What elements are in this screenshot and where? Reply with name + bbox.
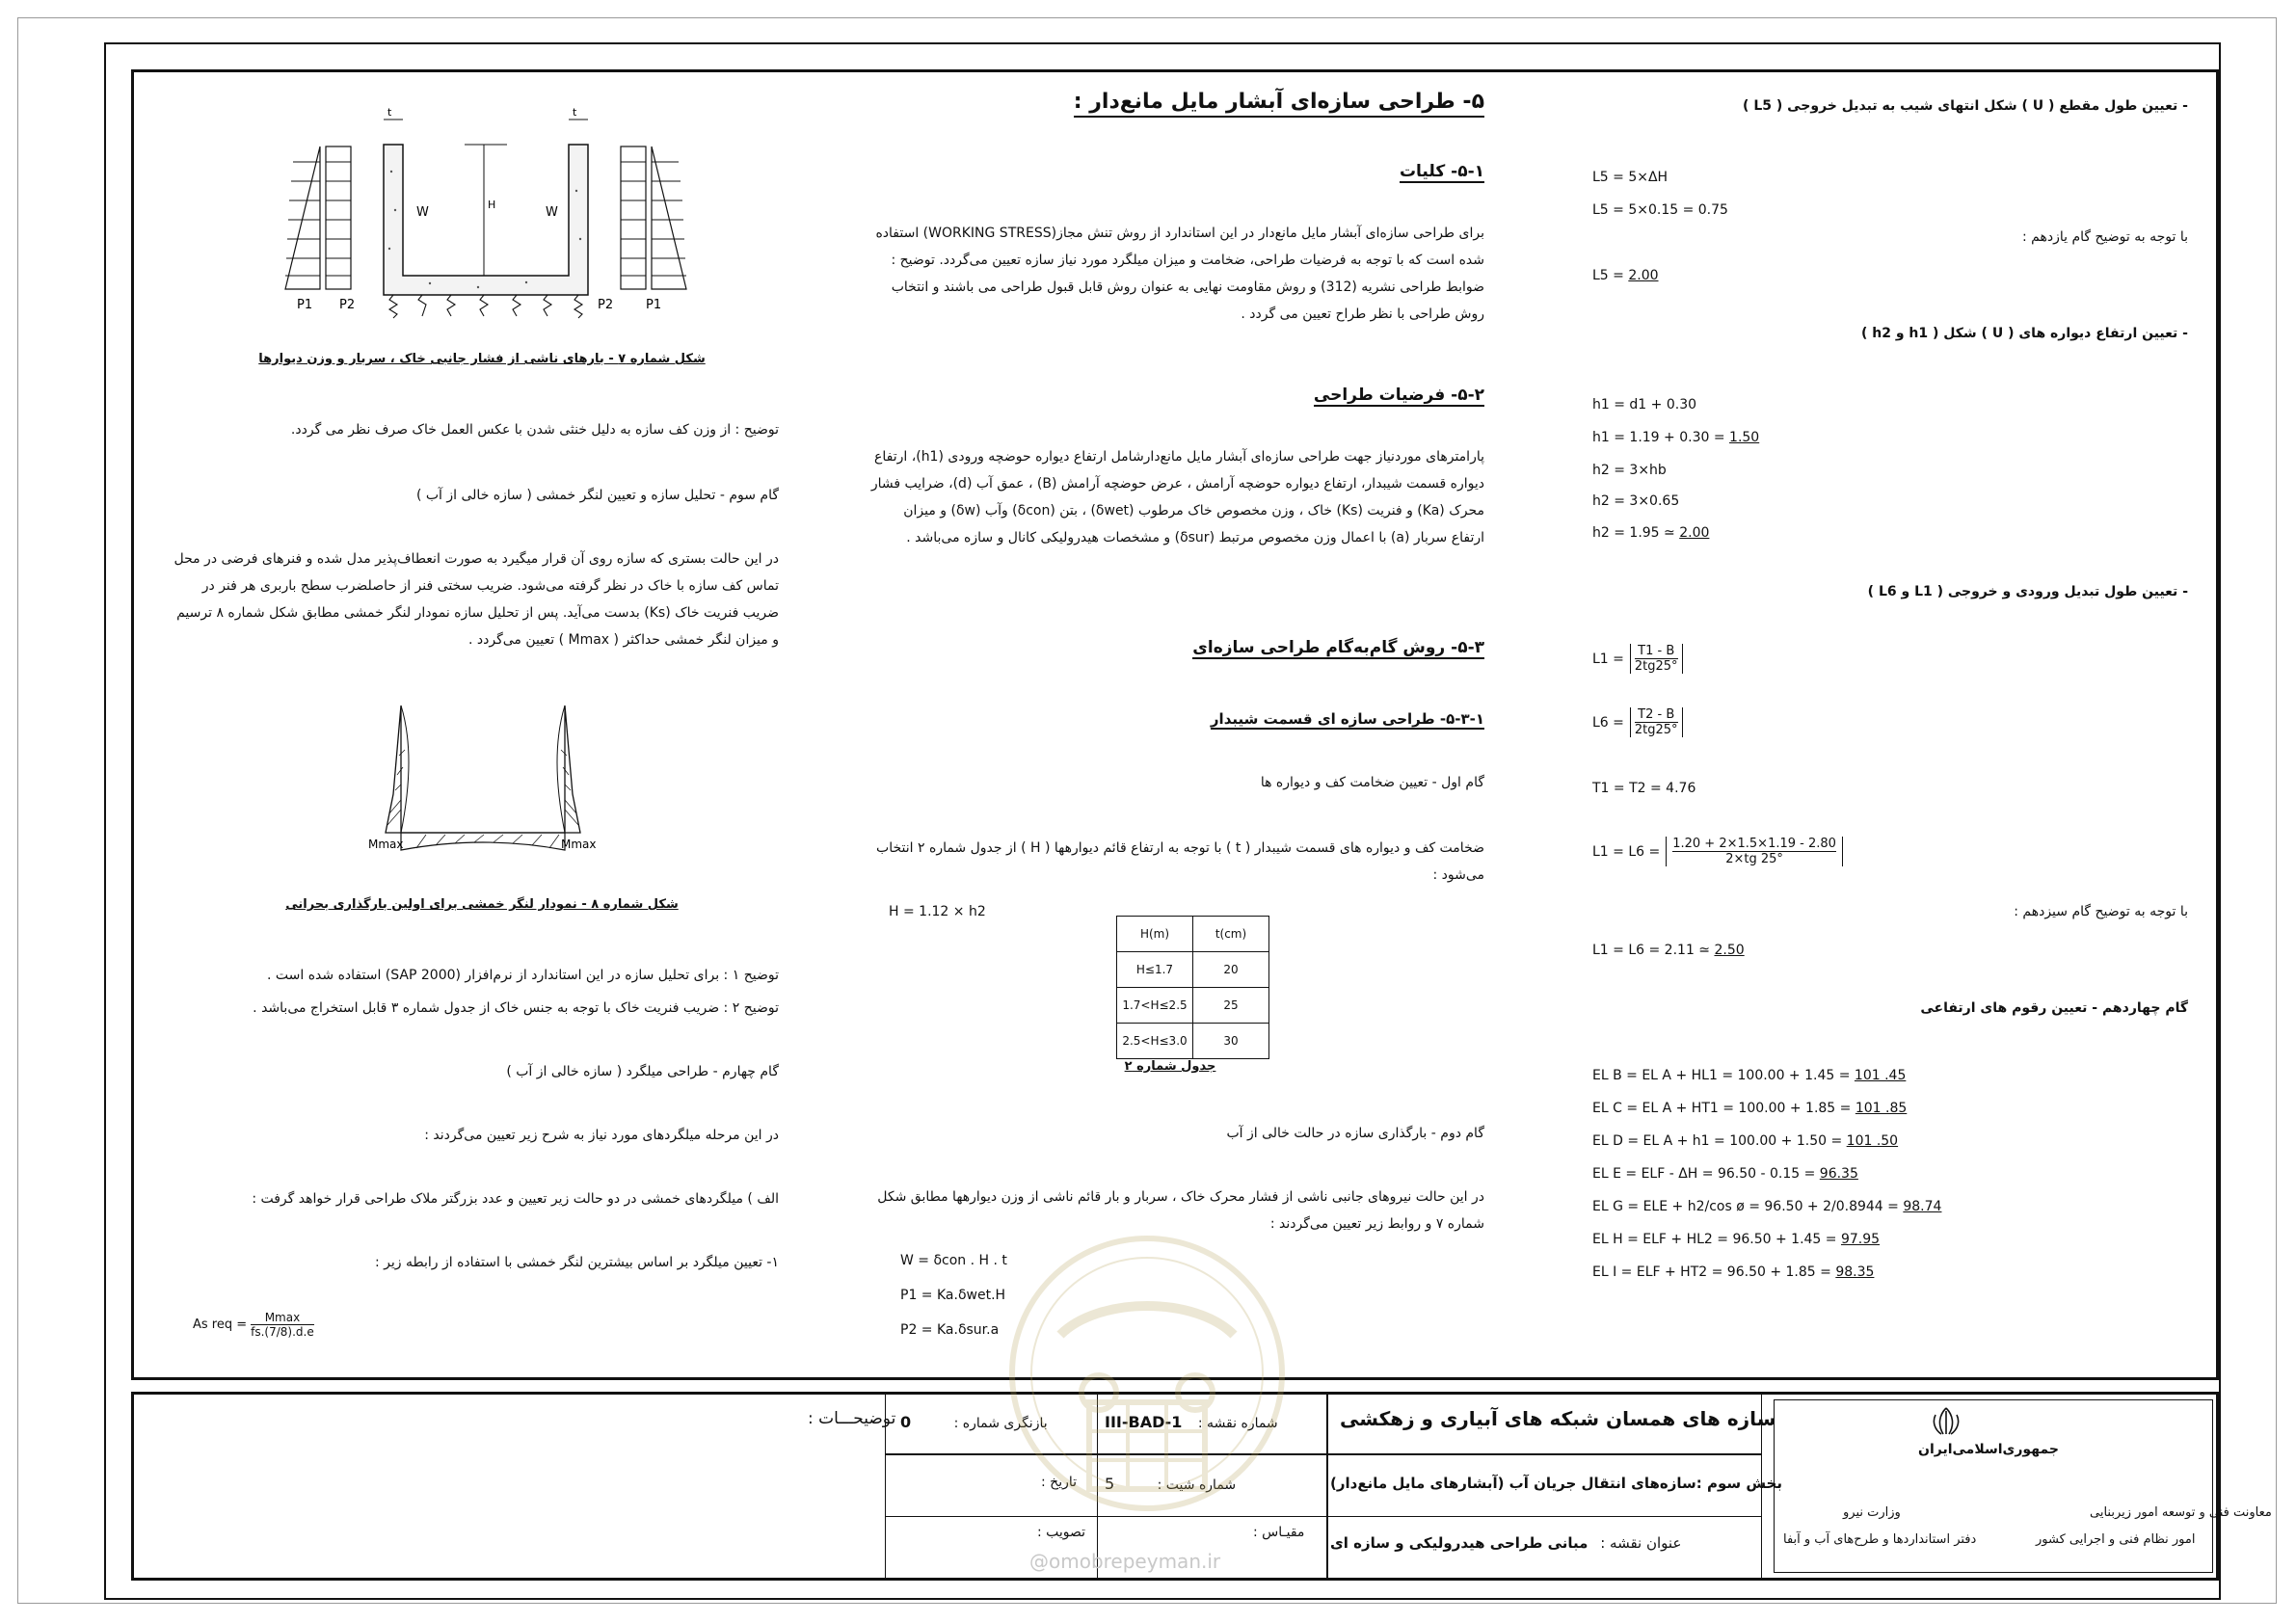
fig7-caption-wrap (231, 345, 733, 373)
fig7-label: P2 (339, 298, 356, 312)
country-name: جمهوری‌اسلامی‌ایران (1918, 1442, 2059, 1457)
section-title: ۵- طراحی سازه‌ای آبشار مایل مانع‌دار : (1074, 90, 1484, 118)
step-4: گام چهارم - طراحی میلگرد ( سازه خالی از آب ) (506, 1064, 779, 1079)
eq-as-req: As req = Mmax fs.(7/8).d.e (193, 1311, 314, 1339)
deputy-name: معاونت فنی و توسعه امور زیربنایی (2090, 1505, 2272, 1520)
fig8-label: Mmax (368, 838, 404, 851)
eq-h2-a: h2 = 3×hb (1592, 463, 1667, 478)
para-alef: الف ) میلگردهای خمشی در دو حالت زیر تعیین و عدد بزرگتر ملاک طراحی قرار خواهد گرفت : (252, 1191, 779, 1207)
table-row (1117, 952, 1269, 988)
heading-step14: گام چهاردهم - تعیین رقوم های ارتفاعی (1920, 1000, 2188, 1016)
eq-l1-l6-result: L1 = L6 = 2.11 ≃ 2.50 (1592, 943, 1745, 958)
eq-l1: L1 = $\frac{T1 - B}{2tg25^\circ}$ (1592, 644, 1683, 674)
scale-label: مقیـاس : (1253, 1525, 1305, 1540)
date-label: تاریخ : (1041, 1475, 1078, 1490)
sheet-no-row: شماره شیت : 5 (1105, 1475, 1237, 1493)
revision-number: 0 (900, 1413, 912, 1431)
para-step1: ضخامت کف و دیواره های قسمت شیبدار ( t ) با توجه به ارتفاع قائم دیوارهها ( H ) از جدول شماره ۲ انتخاب می‌شود : (876, 840, 1484, 883)
map-number: III-BAD-1 (1105, 1413, 1183, 1431)
note-step13: با توجه به توضیح گام سیزدهم : (2014, 904, 2188, 919)
heading-l5: - تعیین طول مقطع ( U ) شکل انتهای شیب به تبدیل خروجی ( L5 ) (1743, 98, 2188, 114)
eq-P1: P1 = Ka.δwet.H (900, 1288, 1006, 1303)
step-3: گام سوم - تحلیل سازه و تعیین لنگر خمشی ( سازه خالی از آب ) (415, 488, 779, 503)
eq-l5-c: L5 = 2.00 (1592, 268, 1659, 283)
heading-51: ۵-۱- کلیات (1399, 162, 1484, 181)
heading-52: ۵-۲- فرضیات طراحی (1313, 386, 1484, 405)
elevation-equation: EL H = ELF + HL2 = 96.50 + 1.45 = 97.95 (1592, 1232, 1881, 1247)
para-51: برای طراحی سازه‌ای آبشار مایل مانع‌دار در این استاندارد از روش تنش مجاز(WORKING STRESS) استفاده شده است که با توجه به فرضیات طراحی، ضخامت و میزان میلگرد مورد نیاز سازه تعیین می‌گردد. توضیح : ضوابط طراحی نشریه (312) و روش مقاومت نهایی به عنوان روش قابل قبول طراحی می باشند و انتخاب روش طراحی با نظر طراح تعیین می گردد . (875, 226, 1484, 322)
notes-label: توضیحـــات : (808, 1409, 896, 1428)
eq-t1-t2: T1 = T2 = 4.76 (1592, 781, 1696, 796)
step-2: گام دوم - بارگذاری سازه در حالت خالی از آب (1226, 1126, 1484, 1141)
fig7-label: H (488, 199, 496, 211)
sheet-title-row: عنوان نقشه : مبانی طراحی هیدرولیکی و سازه ای (1330, 1534, 1682, 1552)
table-cell: H≤1.7 (1117, 952, 1193, 988)
elevation-equation: EL I = ELF + HT2 = 96.50 + 1.85 = 98.35 (1592, 1264, 1875, 1280)
table-caption: جدول شماره ۲ (1124, 1059, 1216, 1074)
sheet-title: مبانی طراحی هیدرولیکی و سازه ای (1330, 1534, 1589, 1552)
office-2: دفتر استانداردها و طرح‌های آب و آبفا (1783, 1532, 1977, 1547)
table-head-h: H(m) (1117, 917, 1193, 952)
section-name: بخش سوم :سازه‌های انتقال جریان آب (آبشارهای مایل مانع‌دار) (1330, 1475, 1782, 1492)
fig8-caption: شکل شماره ۸ - نمودار لنگر خمشی برای اولین بارگذاری بحرانی (285, 897, 679, 912)
para-52: پارامترهای موردنیاز جهت طراحی سازه‌ای آبشار مایل مانع‌دارشامل ارتفاع دیواره حوضچه ورودی (h1)، ارتفاع دیواره قسمت شیبدار، ارتفاع دیواره حوضچه آرامش ، عرض حوضچه آرامش (B) ، عمق آب (d)، ضرایب فشار محرک (Ka) و فنریت (Ks) خاک ، وزن مخصوص خاک مرطوب (δwet) ، بتن (δcon) وآب (δw) و میزان ارتفاع سربار (a) با اعمال وزن مخصوص مرتبط (δsur) و مشخصات هیدرولیکی کانال و سازه می‌باشد . (870, 449, 1484, 545)
watermark-text: @omobrepeyman.ir (1029, 1550, 1221, 1573)
note-step11: با توجه به توضیح گام یازدهم : (2021, 229, 2188, 245)
note-2: توضیح ۲ : ضریب فنریت خاک با توجه به جنس خاک از جدول شماره ۳ قابل استخراج می‌باشد . (253, 1000, 779, 1016)
tb-logo-area (1774, 1399, 2213, 1573)
section-title-wrap (1060, 89, 1484, 118)
eq-h2-c: h2 = 1.95 ≃ 2.00 (1592, 525, 1710, 541)
elevation-equation: EL D = EL A + h1 = 100.00 + 1.50 = 101 .50 (1592, 1133, 1899, 1149)
heading-h1-h2: - تعیین ارتفاع دیواره های ( U ) شکل ( h1 و h2 ) (1860, 326, 2188, 341)
note-fig7: توضیح : از وزن کف سازه به دلیل خنثی شدن با عکس العمل خاک صرف نظر می گردد. (290, 422, 779, 438)
fig7-label: W (416, 205, 429, 220)
revision-row: بازنگری شماره : 0 (900, 1413, 1048, 1431)
elevation-equation: EL E = ELF - ΔH = 96.50 - 0.15 = 96.35 (1592, 1166, 1858, 1182)
para-1: ۱- تعیین میلگرد بر اساس بیشترین لنگر خمشی با استفاده از رابطه زیر : (374, 1255, 779, 1270)
eq-l5-a: L5 = 5×ΔH (1592, 170, 1669, 185)
fig7-caption: شکل شماره ۷ - بارهای ناشی از فشار جانبی خاک ، سربار و وزن دیوارها (258, 352, 706, 366)
table-row (1117, 988, 1269, 1024)
iran-emblem-icon (1930, 1405, 1962, 1438)
note-1: توضیح ۱ : برای تحلیل سازه در این استاندارد از نرم‌افزار (SAP 2000) استفاده شده است . (267, 968, 779, 983)
table-cell: 25 (1193, 988, 1269, 1024)
elevation-equation: EL G = ELE + h2/cos ø = 96.50 + 2/0.8944 = 98.74 (1592, 1199, 1942, 1214)
figure-7-loads-diagram (276, 104, 707, 326)
sheet-number: 5 (1105, 1475, 1115, 1493)
eq-l5-b: L5 = 5×0.15 = 0.75 (1592, 202, 1728, 218)
elevation-equation: EL C = EL A + HT1 = 100.00 + 1.85 = 101 .85 (1592, 1101, 1908, 1116)
eq-l6: L6 = $\frac{T2 - B}{2tg25^\circ}$ (1592, 707, 1683, 737)
para-step3: در این حالت بستری که سازه روی آن قرار میگیرد به صورت انعطاف‌پذیر مدل شده و فنرهای فرضی در محل تماس کف سازه با خاک در نظر گرفته می‌شود. ضریب سختی فنر از حاصلضرب سطح باربری هر فنر در ضریب فنریت خاک (Ks) بدست می‌آید. پس از تحلیل سازه نمودار لنگر خمشی مطابق شکل شماره ۸ ترسیم و میزان لنگر خمشی حداکثر ( Mmax ) تعیین می‌گردد . (174, 551, 779, 648)
fig7-label: t (573, 106, 577, 119)
eq-H: H = 1.12 × h2 (889, 904, 986, 919)
fig7-label: P2 (598, 298, 614, 312)
eq-l1-l6: L1 = L6 = $\frac{1.20 + 2\times 1.5\times 1.19 - 2.80}{2\times tg 25^\circ}$ (1592, 837, 1843, 866)
fig7-label: W (546, 205, 558, 220)
project-title: سازه های همسان شبکه های آبیاری و زهکشی (1340, 1407, 1776, 1430)
heading-51-wrap (1060, 158, 1484, 186)
figure-8-moment-diagram (359, 698, 609, 862)
heading-52-wrap (1060, 382, 1484, 410)
elevation-equation: EL B = EL A + HL1 = 100.00 + 1.45 = 101 .45 (1592, 1068, 1907, 1083)
office-1: امور نظام فنی و اجرایی کشور (2036, 1532, 2196, 1547)
eq-h1-a: h1 = d1 + 0.30 (1592, 397, 1697, 412)
table-cell: 2.5<H≤3.0 (1117, 1024, 1193, 1059)
thickness-table (1116, 916, 1269, 1059)
map-no-row: شماره نقشه : III-BAD-1 (1105, 1413, 1278, 1431)
fig8-caption-wrap (231, 891, 733, 918)
eq-h1-b: h1 = 1.19 + 0.30 = 1.50 (1592, 430, 1760, 445)
heading-53: ۵-۳- روش گام‌به‌گام طراحی سازه‌ای (1192, 638, 1484, 657)
table-cell: 30 (1193, 1024, 1269, 1059)
table-head-t: t(cm) (1193, 917, 1269, 952)
approval-label: تصویب : (1037, 1525, 1086, 1540)
fig7-label: P1 (646, 298, 662, 312)
heading-53-wrap (1060, 634, 1484, 662)
heading-531-wrap (1060, 705, 1484, 733)
ministry-name: وزارت نیرو (1843, 1505, 1901, 1520)
table-cell: 20 (1193, 952, 1269, 988)
table-cell: 1.7<H≤2.5 (1117, 988, 1193, 1024)
para-step2: در این حالت نیروهای جانبی ناشی از فشار محرک خاک ، سربار و بار قائم ناشی از وزن دیوارهها مطابق شکل شماره ۷ و روابط زیر تعیین می‌گردند : (877, 1189, 1484, 1232)
eq-W: W = δcon . H . t (900, 1253, 1007, 1268)
table-caption-wrap (1116, 1052, 1224, 1080)
para-step4: در این مرحله میلگردهای مورد نیاز به شرح زیر تعیین می‌گردند : (424, 1128, 779, 1143)
watermark-seal-logo (1002, 1219, 1292, 1556)
heading-l1-l6: - تعیین طول تبدیل ورودی و خروجی ( L1 و L6 ) (1867, 584, 2188, 599)
eq-h2-b: h2 = 3×0.65 (1592, 493, 1680, 509)
fig7-label: t (387, 106, 392, 119)
eq-P2: P2 = Ka.δsur.a (900, 1322, 1000, 1338)
fig7-label: P1 (297, 298, 313, 312)
step-1: گام اول - تعیین ضخامت کف و دیواره ها (1260, 775, 1484, 790)
fig8-label: Mmax (561, 838, 597, 851)
table-header-row (1117, 917, 1269, 952)
heading-531: ۵-۳-۱- طراحی سازه ای قسمت شیبدار (1210, 710, 1484, 728)
